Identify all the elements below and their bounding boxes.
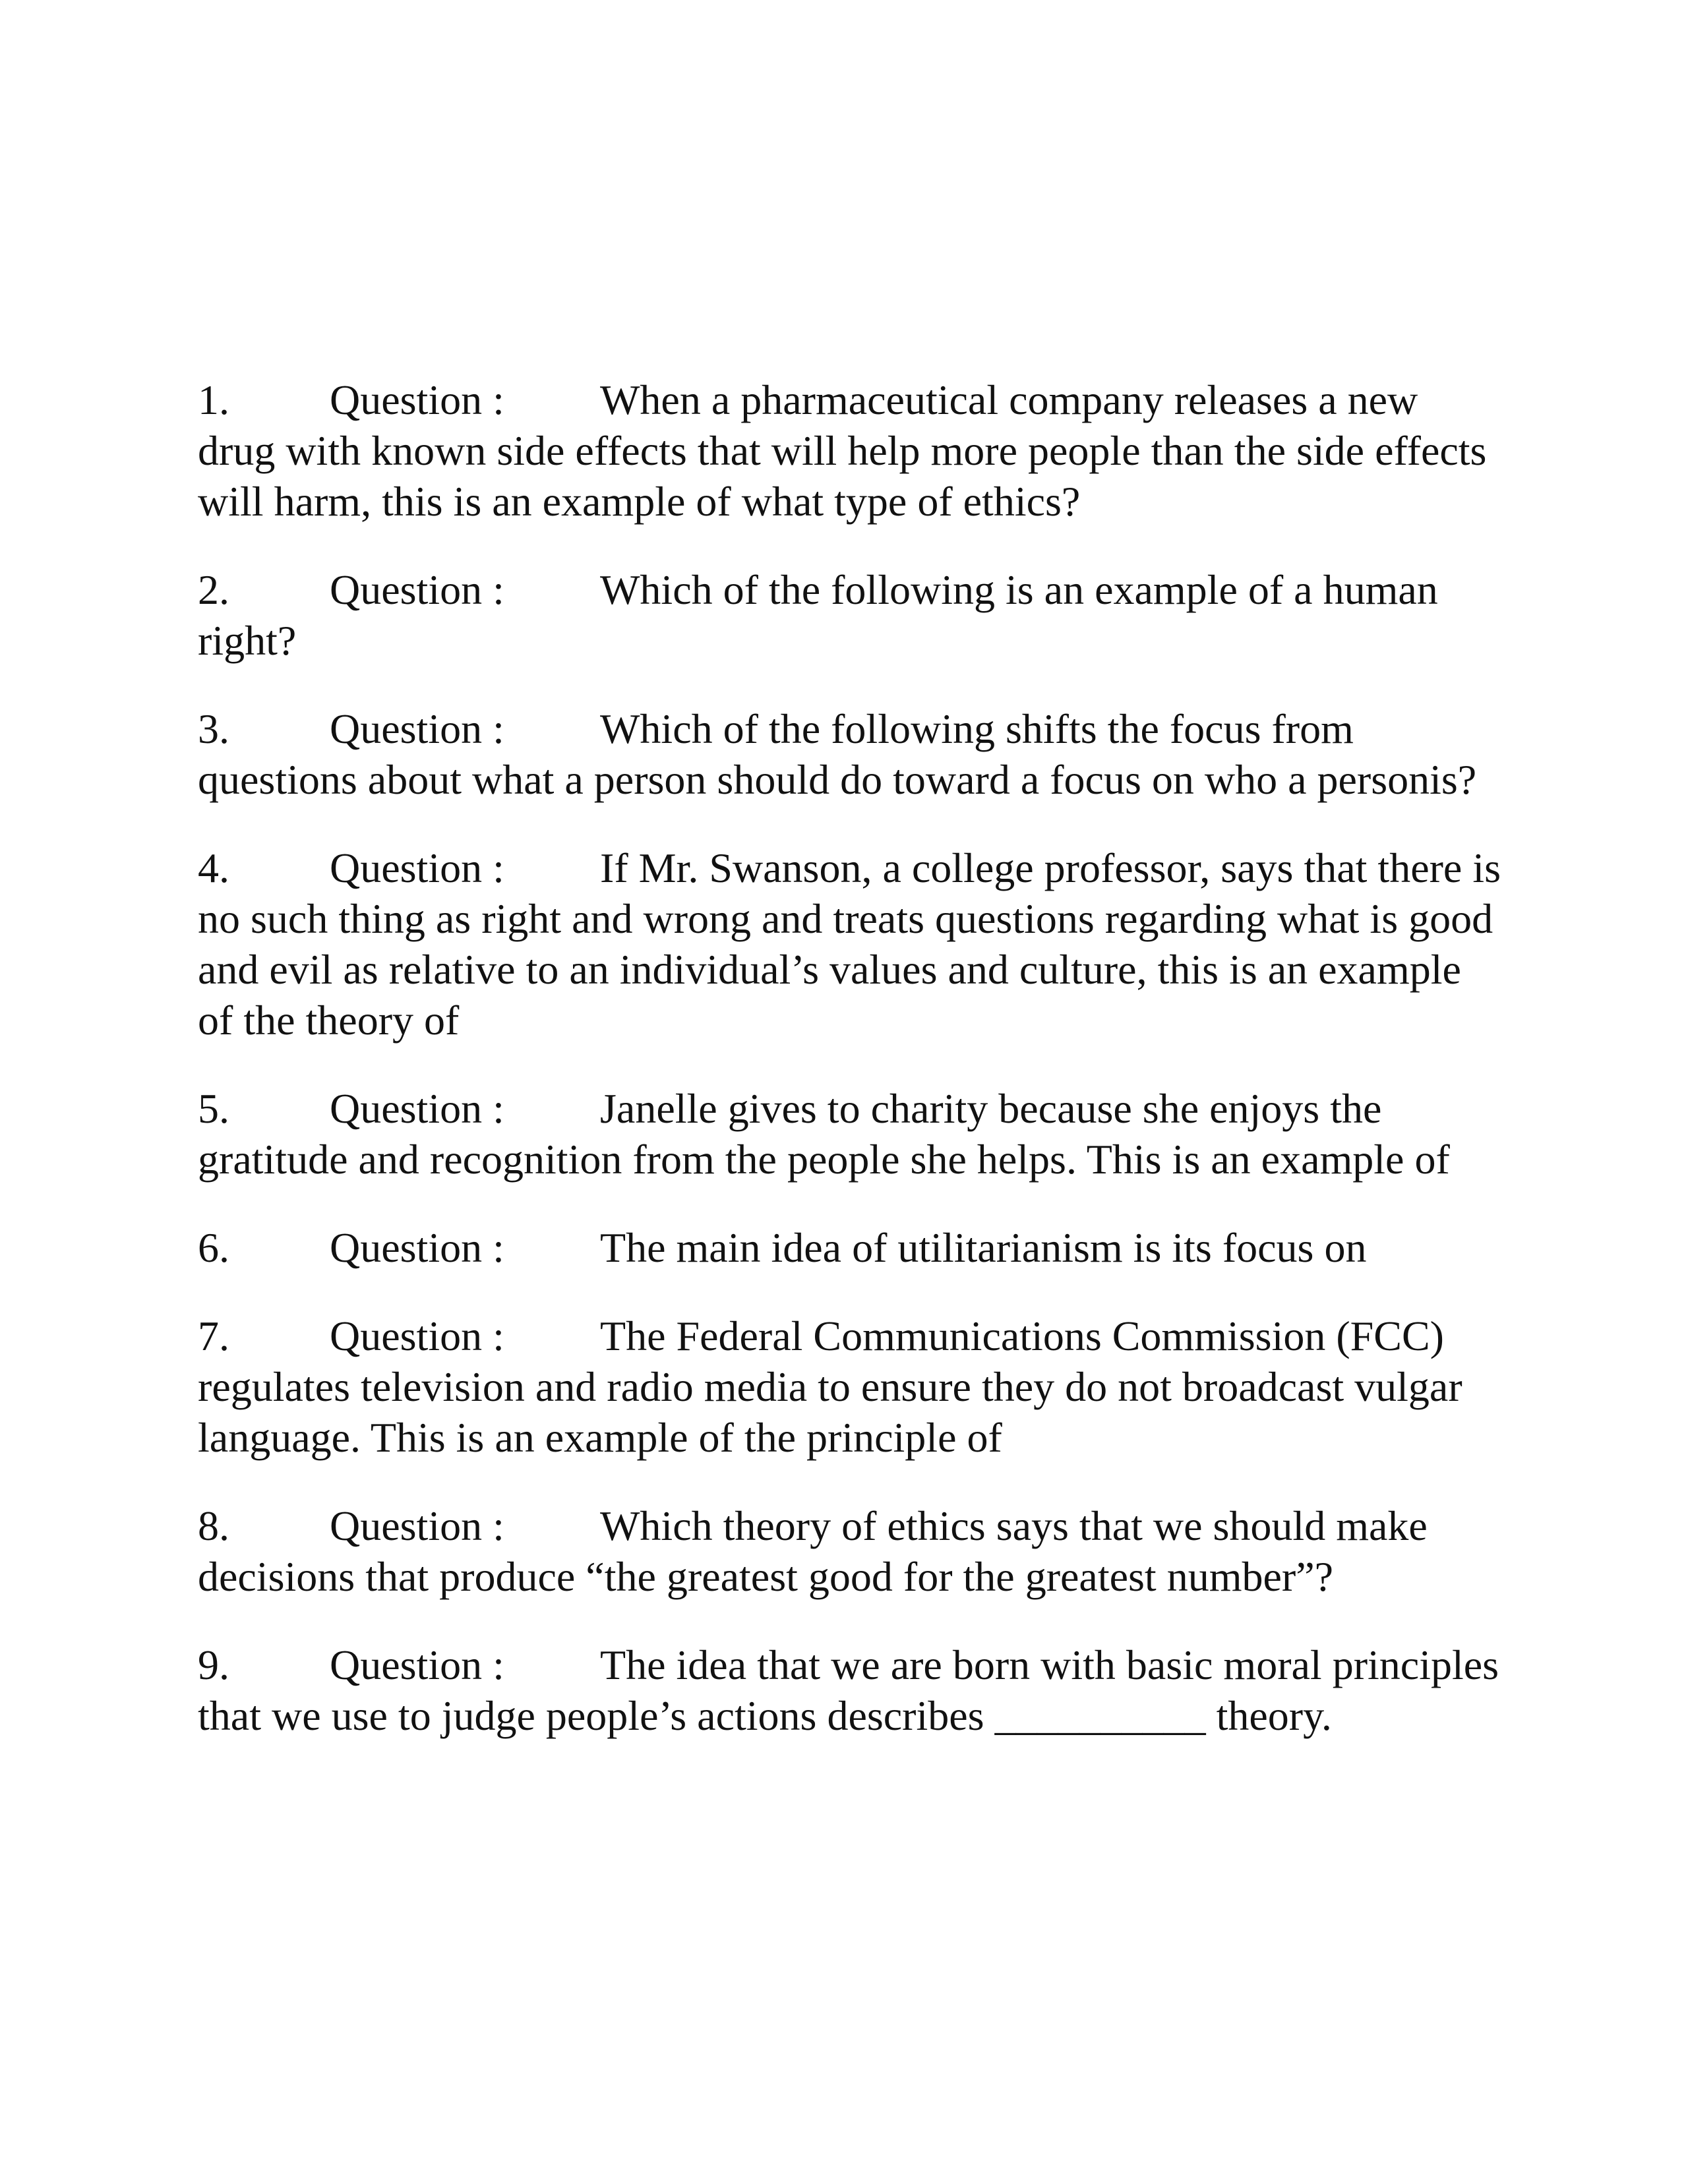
question-label: Question : (330, 1641, 504, 1688)
question-number: 8. (198, 1502, 229, 1549)
question-text: Which of the following shifts the focus from questions about what a person should do toward a focus on who a personis? (198, 705, 1477, 803)
question-label: Question : (330, 566, 504, 613)
question-label: Question : (330, 705, 504, 752)
question-text: Which of the following is an example of a human right? (198, 566, 1438, 664)
question-text: When a pharmaceutical company releases a new drug with known side effects that will help more people than the side effects will harm, this is an example of what type of ethics? (198, 376, 1487, 525)
question-item-8 (198, 1500, 1503, 1602)
question-label: Question : (330, 1313, 504, 1359)
question-text: The Federal Communications Commission (FCC) regulates television and radio media to ensure they do not broadcast vulgar language. This is an example of the principle of (198, 1313, 1462, 1461)
question-label: Question : (330, 1502, 504, 1549)
question-list (198, 374, 1503, 1779)
question-item-1 (198, 374, 1503, 527)
question-item-3 (198, 703, 1503, 805)
question-number: 4. (198, 844, 229, 891)
question-text: Which theory of ethics says that we should make decisions that produce “the greatest good for the greatest number”? (198, 1502, 1428, 1600)
question-label: Question : (330, 376, 504, 423)
question-label: Question : (330, 1224, 504, 1271)
question-item-6 (198, 1222, 1503, 1273)
question-item-2 (198, 564, 1503, 666)
question-item-7 (198, 1311, 1503, 1463)
question-item-9 (198, 1639, 1503, 1741)
question-text: The main idea of utilitarianism is its focus on (600, 1224, 1367, 1271)
question-number: 5. (198, 1085, 229, 1132)
question-text: Janelle gives to charity because she enjoys the gratitude and recognition from the people she helps. This is an example of (198, 1085, 1450, 1183)
question-number: 9. (198, 1641, 229, 1688)
question-item-4 (198, 842, 1503, 1046)
question-label: Question : (330, 844, 504, 891)
question-number: 1. (198, 376, 229, 423)
question-item-5 (198, 1083, 1503, 1185)
question-number: 7. (198, 1313, 229, 1359)
question-text: The idea that we are born with basic moral principles that we use to judge people’s actions describes __________ theory. (198, 1641, 1499, 1739)
question-text: If Mr. Swanson, a college professor, says that there is no such thing as right and wrong and treats questions regarding what is good and evil as relative to an individual’s values and culture, this is an example of the theory of (198, 844, 1501, 1044)
question-number: 2. (198, 566, 229, 613)
question-number: 3. (198, 705, 229, 752)
question-label: Question : (330, 1085, 504, 1132)
question-number: 6. (198, 1224, 229, 1271)
